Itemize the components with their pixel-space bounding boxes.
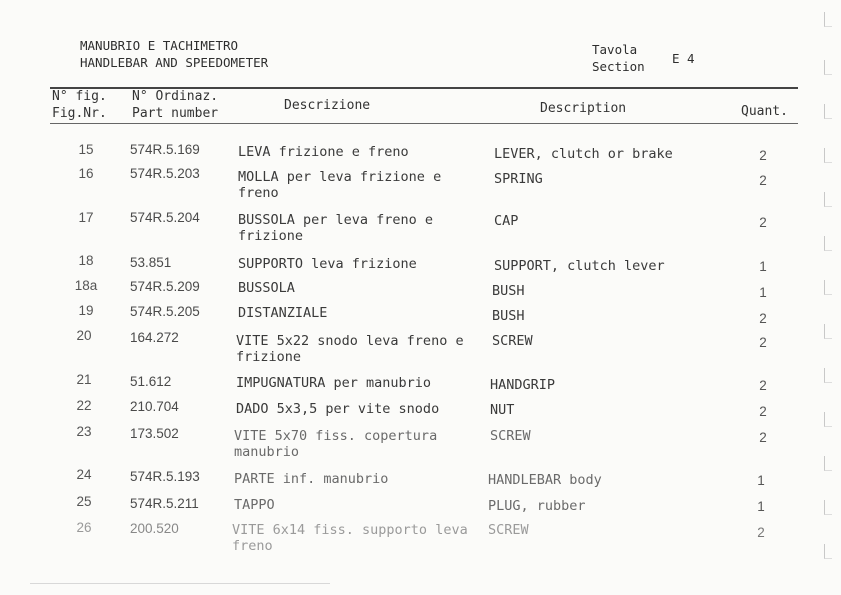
row-25-part: 574R.5.211 — [130, 496, 199, 511]
scan-mark — [824, 368, 832, 383]
section-code: E 4 — [672, 51, 695, 66]
scan-mark — [824, 544, 832, 559]
row-26-fig: 26 — [76, 520, 92, 535]
row-21-fig: 21 — [76, 372, 92, 387]
scan-mark — [824, 500, 832, 515]
col-fig-line2: Fig.Nr. — [52, 106, 107, 121]
row-23-qty: 2 — [759, 430, 767, 445]
row-16-qty: 2 — [759, 173, 767, 188]
row-18-desc-it: SUPPORTO leva frizione — [238, 256, 417, 272]
row-15-part: 574R.5.169 — [130, 142, 200, 157]
row-19-part: 574R.5.205 — [130, 304, 200, 319]
row-24-desc-it: PARTE inf. manubrio — [234, 471, 389, 487]
row-15-desc-it: LEVA frizione e freno — [238, 144, 409, 160]
row-17-fig: 17 — [78, 210, 94, 225]
row-25-desc-en: PLUG, rubber — [488, 498, 586, 514]
row-18-part: 53.851 — [130, 255, 172, 270]
row-26-part: 200.520 — [130, 521, 179, 536]
row-19-desc-it: DISTANZIALE — [238, 305, 328, 321]
row-20-part: 164.272 — [130, 330, 179, 345]
row-18a-qty: 1 — [759, 285, 767, 300]
row-22-fig: 22 — [76, 398, 92, 413]
scan-mark — [824, 280, 832, 295]
row-19-fig: 19 — [78, 303, 94, 318]
scan-mark — [824, 412, 832, 427]
row-18a-part: 574R.5.209 — [130, 279, 200, 294]
bottom-scan-line — [30, 583, 330, 584]
row-18-fig: 18 — [78, 253, 94, 268]
col-part-line1: N° Ordinaz. — [132, 89, 219, 104]
col-quant: Quant. — [741, 104, 788, 119]
row-15-desc-en: LEVER, clutch or brake — [494, 146, 673, 162]
row-26-desc-en: SCREW — [488, 522, 529, 538]
scan-mark — [824, 12, 832, 27]
row-25-desc-it: TAPPO — [234, 497, 275, 513]
row-24-part: 574R.5.193 — [130, 469, 200, 484]
row-21-desc-it: IMPUGNATURA per manubrio — [236, 375, 432, 391]
row-15-fig: 15 — [78, 142, 94, 157]
row-21-part: 51.612 — [130, 374, 172, 389]
scan-mark — [824, 456, 832, 471]
row-15-qty: 2 — [759, 148, 767, 163]
row-19-desc-en: BUSH — [492, 308, 525, 324]
row-18a-desc-en: BUSH — [492, 283, 525, 299]
row-18-desc-en: SUPPORT, clutch lever — [494, 258, 665, 274]
row-23-desc-it: VITE 5x70 fiss. copertura manubrio — [234, 428, 438, 460]
row-26-qty: 2 — [757, 525, 765, 540]
row-21-desc-en: HANDGRIP — [490, 377, 556, 393]
row-25-fig: 25 — [76, 494, 92, 509]
row-17-desc-en: CAP — [494, 213, 519, 229]
row-24-desc-en: HANDLEBAR body — [488, 472, 602, 488]
row-20-fig: 20 — [76, 328, 92, 343]
row-18-qty: 1 — [759, 259, 767, 274]
col-descrizione: Descrizione — [284, 98, 371, 113]
tavola-label: Tavola — [592, 42, 638, 57]
row-23-desc-en: SCREW — [490, 428, 531, 444]
col-fig-line1: N° fig. — [52, 89, 107, 104]
scan-mark — [824, 148, 832, 163]
row-23-part: 173.502 — [130, 426, 179, 441]
row-20-desc-en: SCREW — [492, 333, 533, 349]
row-19-qty: 2 — [759, 311, 767, 326]
scan-mark — [824, 60, 832, 75]
title-italian: MANUBRIO E TACHIMETRO — [80, 38, 239, 53]
row-22-qty: 2 — [759, 404, 767, 419]
row-20-qty: 2 — [759, 335, 767, 350]
row-17-qty: 2 — [759, 215, 767, 230]
title-english: HANDLEBAR AND SPEEDOMETER — [80, 55, 269, 70]
row-17-part: 574R.5.204 — [130, 210, 200, 225]
row-24-qty: 1 — [757, 473, 765, 488]
row-25-qty: 1 — [757, 499, 765, 514]
row-22-desc-it: DADO 5x3,5 per vite snodo — [236, 401, 440, 417]
col-part-line2: Part number — [132, 106, 219, 121]
row-16-fig: 16 — [78, 166, 94, 181]
scan-mark — [824, 236, 832, 251]
row-26-desc-it: VITE 6x14 fiss. supporto leva freno — [232, 522, 468, 554]
row-22-desc-en: NUT — [490, 402, 515, 418]
scan-mark — [824, 324, 832, 339]
scan-mark — [824, 192, 832, 207]
row-16-part: 574R.5.203 — [130, 166, 200, 181]
row-21-qty: 2 — [759, 378, 767, 393]
row-24-fig: 24 — [76, 467, 92, 482]
scan-mark — [824, 104, 832, 119]
header-rule — [50, 123, 798, 124]
row-17-desc-it: BUSSOLA per leva freno e frizione — [238, 212, 434, 244]
row-20-desc-it: VITE 5x22 snodo leva freno e frizione — [236, 333, 464, 365]
row-22-part: 210.704 — [130, 399, 179, 414]
row-18a-fig: 18a — [74, 278, 98, 293]
row-18a-desc-it: BUSSOLA — [238, 280, 295, 296]
col-description: Description — [540, 101, 627, 116]
row-16-desc-en: SPRING — [494, 171, 543, 187]
section-label: Section — [592, 59, 645, 74]
row-16-desc-it: MOLLA per leva frizione e freno — [238, 169, 442, 201]
row-23-fig: 23 — [76, 424, 92, 439]
